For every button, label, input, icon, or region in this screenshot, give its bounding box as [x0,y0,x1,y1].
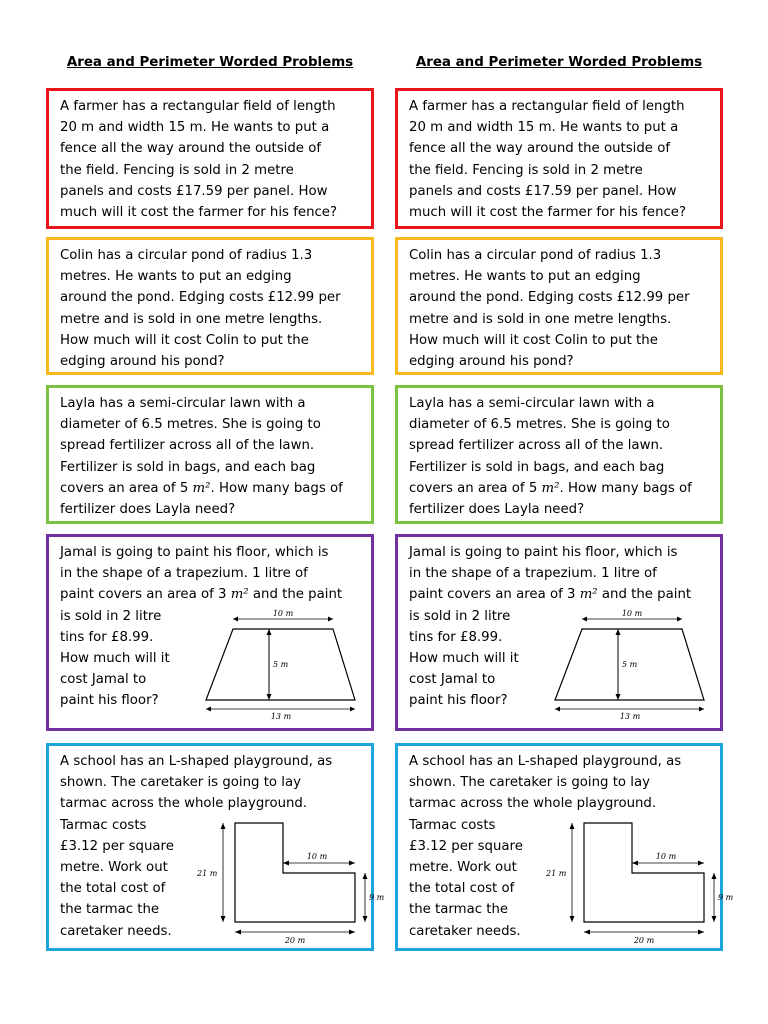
problem-card-jamal [46,534,374,731]
problem-text-line [409,584,710,605]
problem-text-line: Jamal is going to paint his floor, which is [409,545,678,560]
problem-text-line: How much will it cost Colin to put the [409,332,658,348]
problem-text-line: diameter of 6.5 metres. She is going to [60,417,321,433]
problem-text-line: Layla has a semi-circular lawn with a [60,396,306,411]
problem-text-line: spread fertilizer across all of the lawn. [60,438,315,454]
problem-text-line: the tarmac the [409,902,509,918]
problem-text-line: metre. Work out [409,860,517,876]
problem-text-line: 20 m and width 15 m. He wants to put a [60,120,330,136]
problem-text-line: tins for £8.99. [409,629,503,645]
l-shape-inner-width-label: 10 m [306,852,328,861]
problem-text-line: caretaker needs. [409,923,521,939]
problem-text-line: Fertilizer is sold in bags, and each bag [60,459,316,475]
problem-text-line: much will it cost the farmer for his fence? [409,205,687,221]
problem-text-line: A farmer has a rectangular field of length [409,99,685,114]
problem-text-line: panels and costs £17.59 per panel. How [60,183,328,199]
problem-text-line: cost Jamal to [409,672,496,688]
problem-card-farmer [46,88,374,229]
problem-text-line: around the pond. Edging costs £12.99 per [409,290,690,306]
problem-text-line: Layla has a semi-circular lawn with a [409,396,655,411]
text-fragment: and the paint [597,587,692,603]
problem-text-line: A school has an L-shaped playground, as [409,754,682,769]
problem-text-line: much will it cost the farmer for his fence? [60,205,338,221]
problem-text-line: metre and is sold in one metre lengths. [60,311,323,327]
problem-text-line: diameter of 6.5 metres. She is going to [409,417,670,433]
problem-text-line [60,478,361,499]
text-fragment: and the paint [248,587,343,603]
l-shape-inner-width-label: 10 m [655,852,677,861]
l-shape-diagram [546,818,734,948]
problem-card-school [46,743,385,951]
problem-text-line: Tarmac costs [60,817,147,833]
trapezium-top-label: 10 m [272,609,294,618]
problem-text-line: Colin has a circular pond of radius 1.3 [409,248,662,263]
problem-text-line [409,478,710,499]
problem-text-line: spread fertilizer across all of the lawn. [409,438,664,454]
problem-text-line: fence all the way around the outside of [60,141,322,157]
problem-text-line: around the pond. Edging costs £12.99 per [60,290,341,306]
text-fragment: paint covers an area of 3 [60,587,227,603]
problem-text-line: metres. He wants to put an edging [409,269,641,285]
problem-card-colin [395,237,723,375]
l-shape-height-label: 21 m [546,869,567,878]
text-fragment: covers an area of 5 [60,480,189,496]
problem-card-school [395,743,734,951]
unit-label: m² [230,587,249,603]
problem-text-line: £3.12 per square [409,838,523,854]
problem-text-line: edging around his pond? [409,354,574,370]
trapezium-bottom-label: 13 m [270,712,292,721]
problem-text-line: tarmac across the whole playground. [60,796,308,812]
problem-text-line: the tarmac the [60,902,160,918]
trapezium-diagram [201,605,361,720]
problem-card-colin [46,237,374,375]
problem-text-line: paint his floor? [409,693,508,709]
problem-text-line: fence all the way around the outside of [409,141,671,157]
problem-text-line: in the shape of a trapezium. 1 litre of [60,566,308,582]
problem-text-line: How much will it [409,651,519,667]
problem-text-line: Jamal is going to paint his floor, which is [60,545,329,560]
trapezium-diagram [550,605,710,720]
unit-label: m² [579,587,598,603]
problem-text-line: the field. Fencing is sold in 2 metre [409,162,643,178]
problem-text-line: metre and is sold in one metre lengths. [409,311,672,327]
problem-card-farmer [395,88,723,229]
problem-text-line: cost Jamal to [60,672,147,688]
problem-text-line: 20 m and width 15 m. He wants to put a [409,120,679,136]
problem-text-line: in the shape of a trapezium. 1 litre of [409,566,657,582]
problem-text-line: fertilizer does Layla need? [60,502,236,518]
l-shape-diagram [197,818,385,948]
problem-text-line: tins for £8.99. [60,629,154,645]
text-fragment: paint covers an area of 3 [409,587,576,603]
problem-text-line: shown. The caretaker is going to lay [60,775,301,791]
problem-card-layla [395,385,723,524]
worksheet-title: Area and Perimeter Worded Problems [415,55,703,70]
l-shape-height-label: 21 m [197,869,218,878]
problem-text-line: How much will it cost Colin to put the [60,332,309,348]
unit-label: m² [192,480,211,496]
l-shape-inner-height-label: 9 m [718,893,734,902]
worksheet-title: Area and Perimeter Worded Problems [66,55,354,70]
unit-label: m² [541,480,560,496]
problem-text-line: A school has an L-shaped playground, as [60,754,333,769]
text-fragment: . How many bags of [559,480,692,496]
trapezium-bottom-label: 13 m [619,712,641,721]
problem-text-line: Tarmac costs [409,817,496,833]
problem-text-line: fertilizer does Layla need? [409,502,585,518]
problem-text-line [60,584,361,605]
problem-text-line: the total cost of [60,881,166,897]
problem-card-jamal [395,534,723,731]
problem-text-line: shown. The caretaker is going to lay [409,775,650,791]
problem-text-line: A farmer has a rectangular field of length [60,99,336,114]
problem-text-line: the field. Fencing is sold in 2 metre [60,162,294,178]
text-fragment: . How many bags of [210,480,343,496]
problem-text-line: edging around his pond? [60,354,225,370]
l-shape-inner-height-label: 9 m [369,893,385,902]
trapezium-top-label: 10 m [621,609,643,618]
problem-text-line: Fertilizer is sold in bags, and each bag [409,459,665,475]
problem-text-line: is sold in 2 litre [409,608,511,624]
problem-text-line: tarmac across the whole playground. [409,796,657,812]
problem-card-layla [46,385,374,524]
problem-text-line: How much will it [60,651,170,667]
problem-text-line: panels and costs £17.59 per panel. How [409,183,677,199]
problem-text-line: the total cost of [409,881,515,897]
problem-text-line: metre. Work out [60,860,168,876]
trapezium-height-label: 5 m [273,660,289,669]
problem-text-line: is sold in 2 litre [60,608,162,624]
problem-text-line: paint his floor? [60,693,159,709]
trapezium-height-label: 5 m [622,660,638,669]
text-fragment: covers an area of 5 [409,480,538,496]
problem-text-line: metres. He wants to put an edging [60,269,292,285]
l-shape-width-label: 20 m [633,936,655,945]
problem-text-line: Colin has a circular pond of radius 1.3 [60,248,313,263]
l-shape-width-label: 20 m [284,936,306,945]
problem-text-line: £3.12 per square [60,838,174,854]
problem-text-line: caretaker needs. [60,923,172,939]
